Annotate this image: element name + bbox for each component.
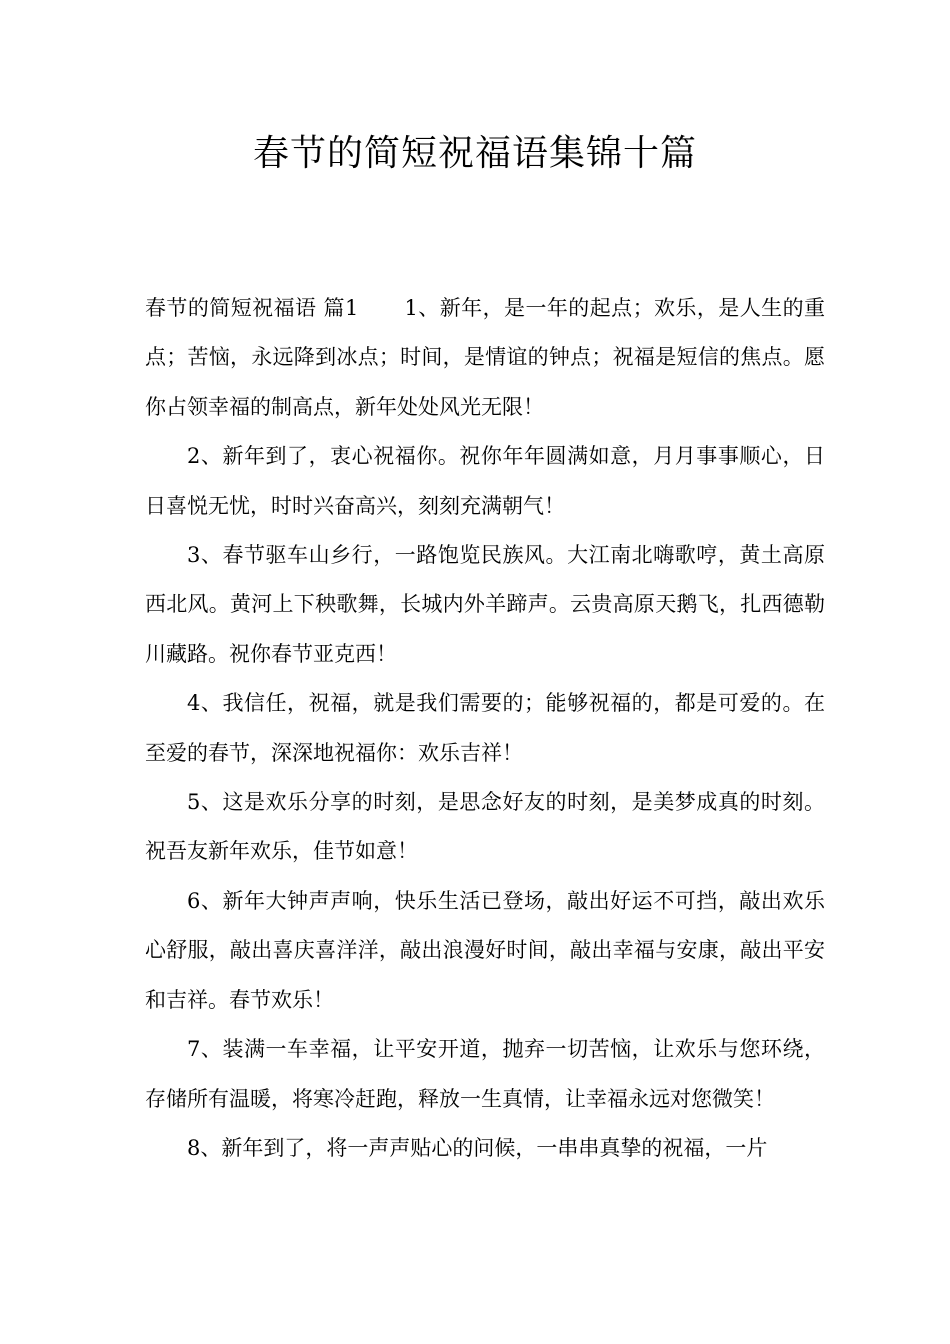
paragraph-6: 6、新年大钟声声响，快乐生活已登场，敲出好运不可挡，敲出欢乐心舒服，敲出喜庆喜洋洋，敲出浪漫好时间，敲出幸福与安康，敲出平安和吉祥。春节欢乐！ xyxy=(145,888,825,1012)
paragraph-1 xyxy=(145,284,825,432)
paragraph-8: 8、新年到了，将一声声贴心的问候，一串串真挚的祝福，一片 xyxy=(187,1135,768,1160)
paragraph-7: 7、装满一车幸福，让平安开道，抛弃一切苦恼，让欢乐与您环绕，存储所有温暖，将寒冷赶跑，释放一生真情，让幸福永远对您微笑！ xyxy=(145,1037,825,1111)
document-body xyxy=(145,284,825,1173)
paragraph-4: 4、我信任，祝福，就是我们需要的；能够祝福的，都是可爱的。在至爱的春节，深深地祝福你：欢乐吉祥！ xyxy=(145,691,825,765)
paragraph-1-text: 1、新年，是一年的起点；欢乐，是人生的重点；苦恼，永远降到冰点；时间，是情谊的钟点；祝福是短信的焦点。愿你占领幸福的制高点，新年处处风光无限！ xyxy=(145,296,826,419)
paragraph-5: 5、这是欢乐分享的时刻，是思念好友的时刻，是美梦成真的时刻。祝吾友新年欢乐，佳节如意！ xyxy=(145,790,825,864)
document-title: 春节的简短祝福语集锦十篇 xyxy=(252,133,697,174)
section-label: 春节的简短祝福语 篇1 xyxy=(145,296,359,320)
paragraph-2: 2、新年到了，衷心祝福你。祝你年年圆满如意，月月事事顺心，日日喜悦无忧，时时兴奋高兴，刻刻充满朝气！ xyxy=(145,444,825,518)
paragraph-3: 3、春节驱车山乡行，一路饱览民族风。大江南北嗨歌哼，黄土高原西北风。黄河上下秧歌舞，长城内外羊蹄声。云贵高原天鹅飞，扎西德勒川藏路。祝你春节亚克西！ xyxy=(145,543,825,666)
